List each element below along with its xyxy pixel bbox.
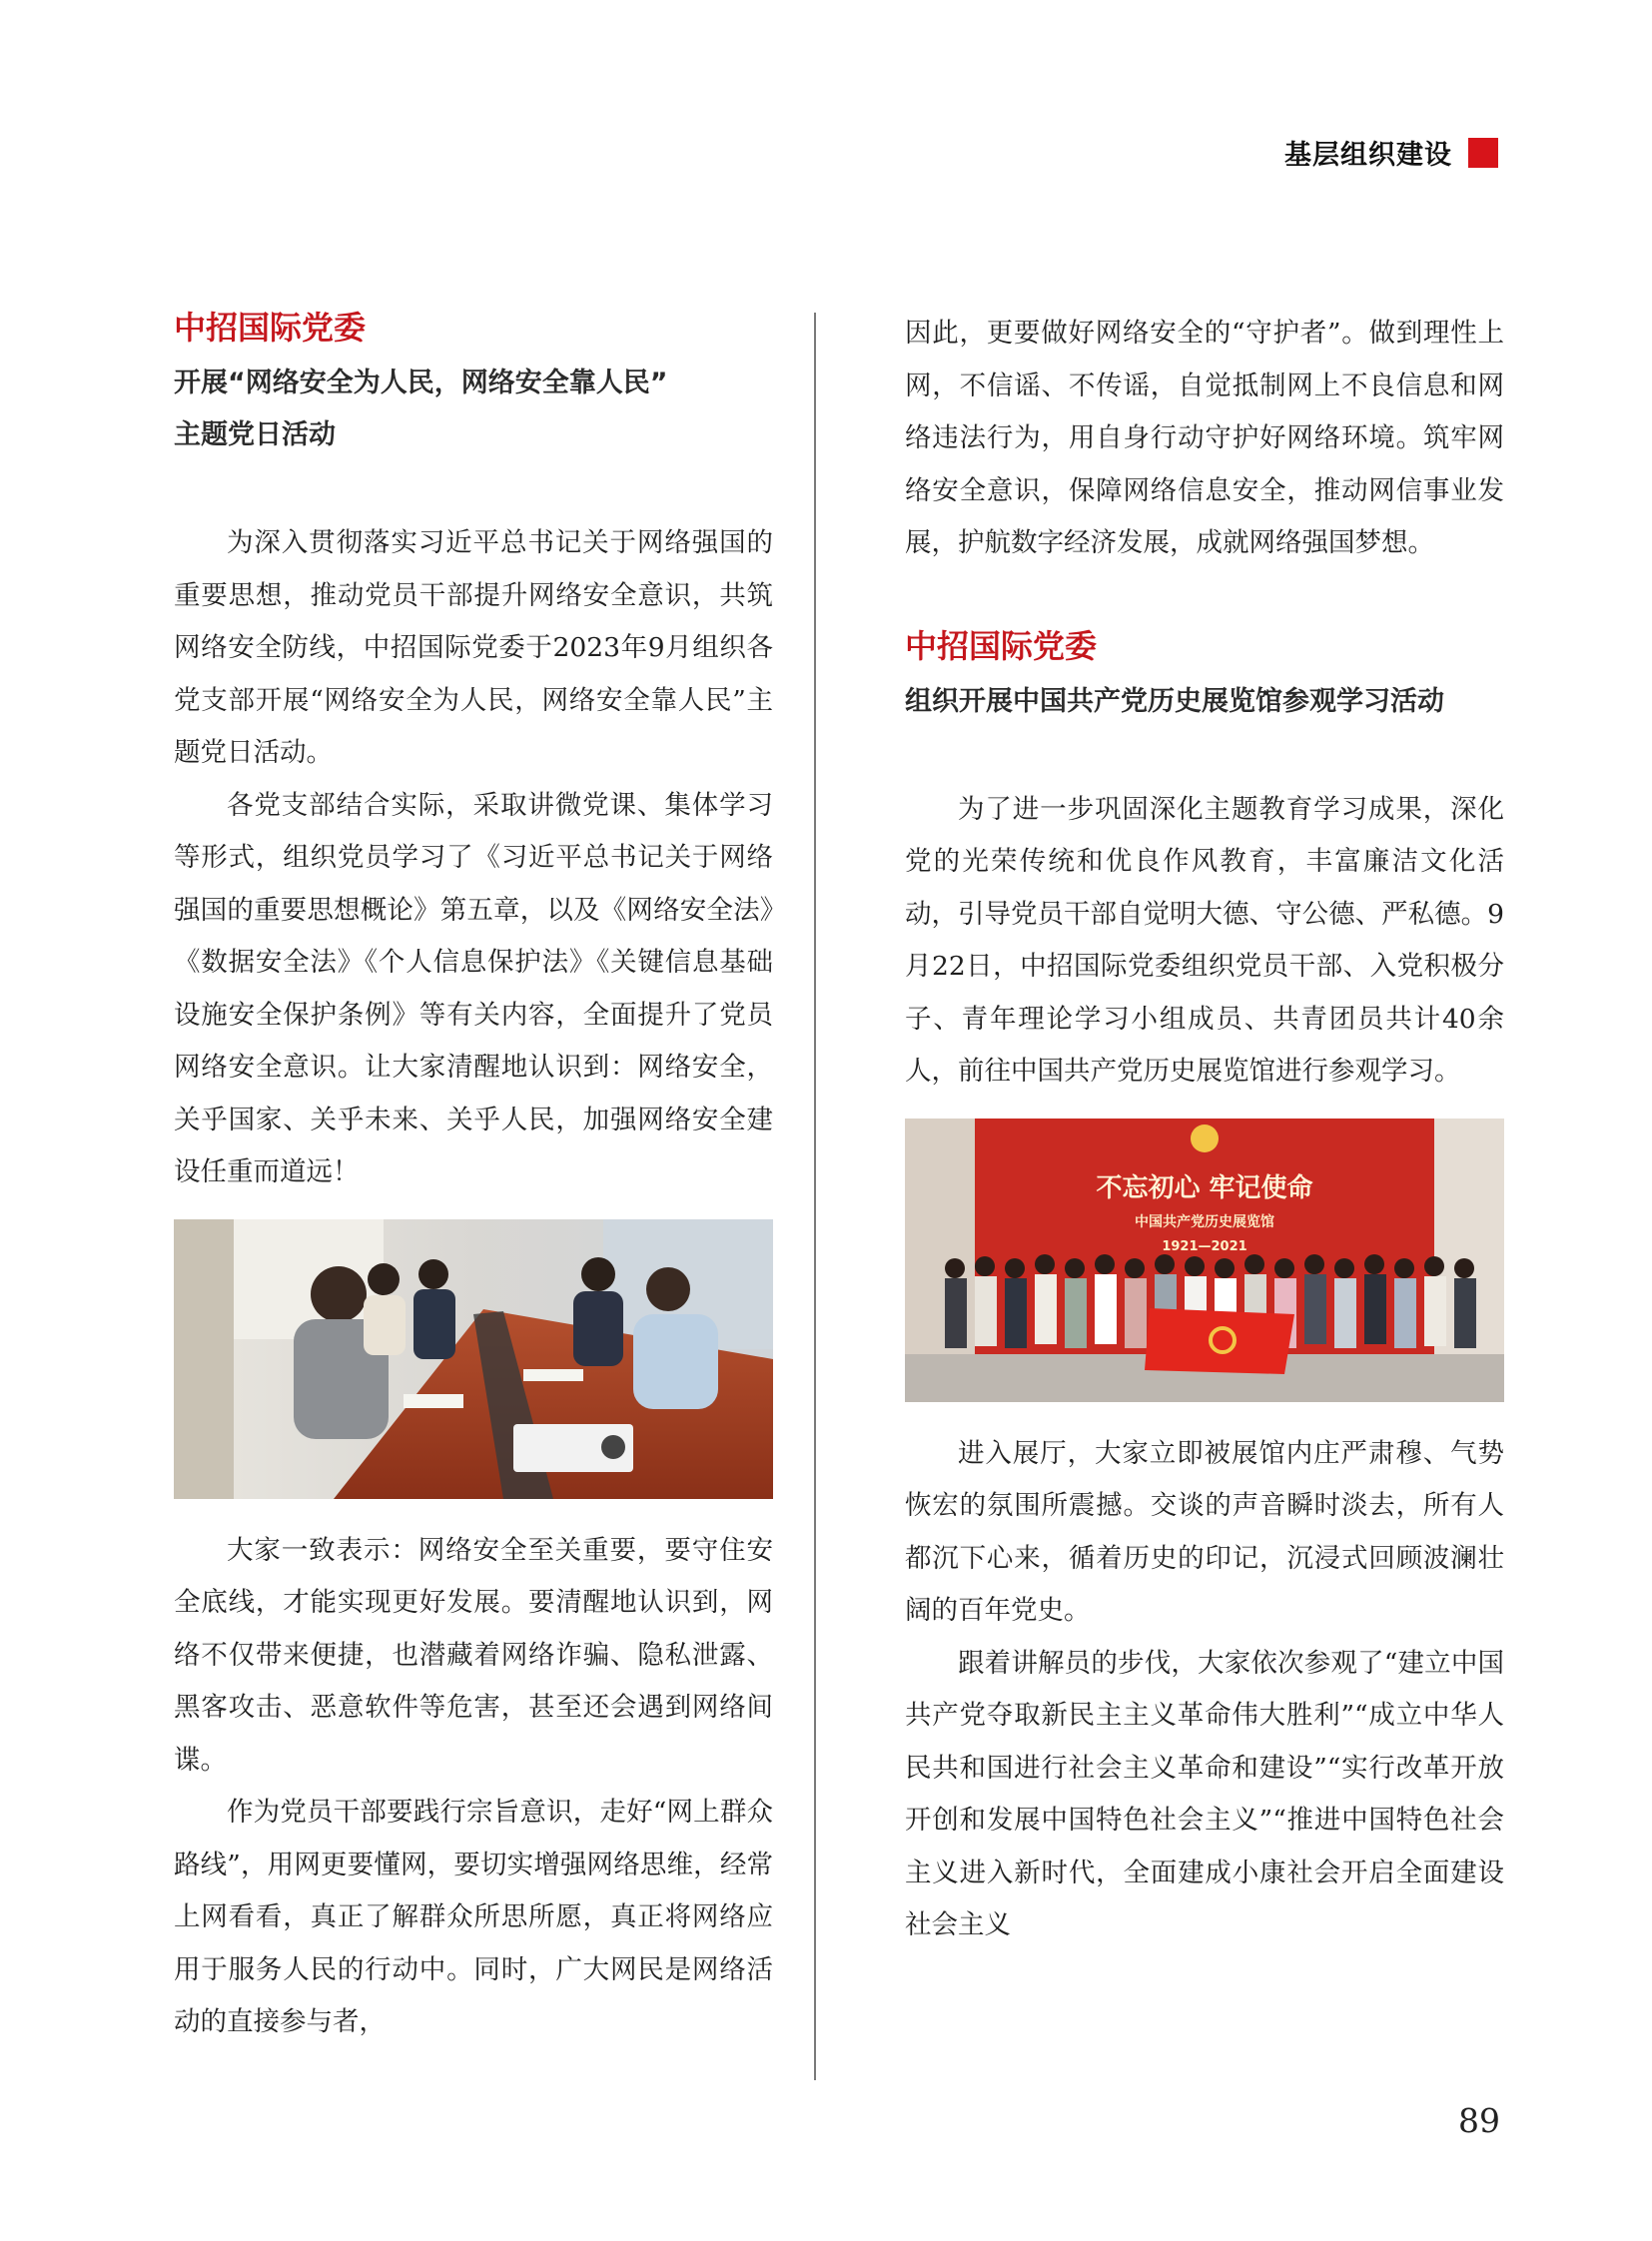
meeting-photo [174, 1219, 773, 1499]
right-section-title: 中招国际党委 [905, 626, 1098, 665]
red-square-marker [1468, 138, 1498, 168]
right-column [905, 308, 1504, 1952]
photo-wall-subtitle: 中国共产党历史展览馆 [1135, 1213, 1274, 1230]
party-emblem-icon [1191, 1124, 1219, 1152]
left-paragraph-3: 大家一致表示：网络安全至关重要，要守住安全底线，才能实现更好发展。要清醒地认识到，网络不仅带来便捷，也潜藏着网络诈骗、隐私泄露、黑客攻击、恶意软件等危害，甚至还会遇到网络间谍。 [174, 1534, 773, 1776]
party-flag [1145, 1308, 1294, 1374]
photo-wall-slogan: 不忘初心 牢记使命 [1096, 1172, 1313, 1203]
right-continuation-paragraph: 因此，更要做好网络安全的“守护者”。做到理性上网，不信谣、不传谣，自觉抵制网上不良信息和网络违法行为，用自身行动守护好网络环境。筑牢网络安全意识，保障网络信息安全，推动网信事业发展，护航数字经济发展，成就网络强国梦想。 [905, 318, 1504, 558]
page-number: 89 [1458, 2101, 1500, 2140]
group-photo [905, 1119, 1504, 1402]
section-header [1284, 133, 1498, 172]
photo-wall-years: 1921—2021 [1162, 1238, 1247, 1254]
left-paragraph-2: 各党支部结合实际，采取讲微党课、集体学习等形式，组织党员学习了《习近平总书记关于网络强国的重要思想概论》第五章，以及《网络安全法》《数据安全法》《个人信息保护法》《关键信息基础设施安全保护条例》等有关内容，全面提升了党员网络安全意识。让大家清醒地认识到：网络安全，关乎国家、关乎未来、关乎人民，加强网络安全建设任重而道远！ [174, 789, 773, 1187]
left-paragraph-4: 作为党员干部要践行宗旨意识，走好“网上群众路线”，用网更要懂网，要切实增强网络思维，经常上网看看，真正了解群众所思所愿，真正将网络应用于服务人民的行动中。同时，广大网民是网络活动的直接参与者， [174, 1797, 773, 2037]
meeting-photo-illustration [174, 1219, 773, 1499]
column-divider [814, 313, 816, 2080]
left-section-title: 中招国际党委 [174, 309, 367, 347]
left-subtitle-line-1: 开展“网络安全为人民，网络安全靠人民” [174, 368, 668, 398]
section-label: 基层组织建设 [1284, 140, 1452, 171]
right-paragraph-3: 跟着讲解员的步伐，大家依次参观了“建立中国共产党夺取新民主主义革命伟大胜利”“成立中华人民共和国进行社会主义革命和建设”“实行改革开放开创和发展中国特色社会主义”“推进中国特色社会主义进入新时代，全面建成小康社会开启全面建设社会主义 [905, 1647, 1504, 1940]
right-paragraph-2: 进入展厅，大家立即被展馆内庄严肃穆、气势恢宏的氛围所震撼。交谈的声音瞬时淡去，所有人都沉下心来，循着历史的印记，沉浸式回顾波澜壮阔的百年党史。 [905, 1437, 1504, 1626]
right-subtitle: 组织开展中国共产党历史展览馆参观学习活动 [905, 685, 1444, 717]
left-subtitle-line-2: 主题党日活动 [174, 419, 336, 450]
left-column [174, 308, 773, 2049]
left-paragraph-1: 为深入贯彻落实习近平总书记关于网络强国的重要思想，推动党员干部提升网络安全意识，共筑网络安全防线，中招国际党委于2023年9月组织各党支部开展“网络安全为人民，网络安全靠人民”主题党日活动。 [174, 527, 773, 768]
group-photo-illustration [905, 1119, 1504, 1402]
right-paragraph-1: 为了进一步巩固深化主题教育学习成果，深化党的光荣传统和优良作风教育，丰富廉洁文化活动，引导党员干部自觉明大德、守公德、严私德。9月22日，中招国际党委组织党员干部、入党积极分子、青年理论学习小组成员、共青团员共计40余人，前往中国共产党历史展览馆进行参观学习。 [905, 793, 1504, 1087]
